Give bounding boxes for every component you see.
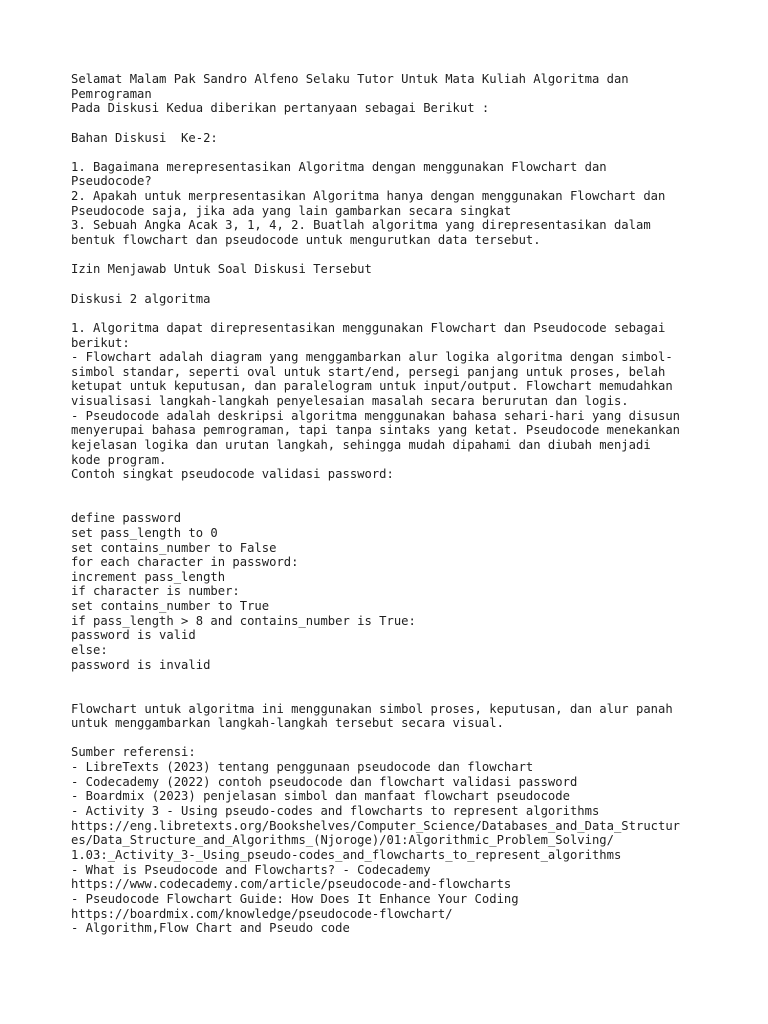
document-page [71,72,711,936]
text-line: Sumber referensi: [71,745,196,760]
blank-line [71,277,711,292]
text-line: else: [71,642,108,657]
text-line: - Codecademy (2022) contoh pseudocode dan flowchart validasi password [71,774,578,789]
text-line: password is valid [71,628,196,643]
text-line: visualisasi langkah-langkah penyelesaian masalah secara berurutan dan logis. [71,394,629,409]
text-line: Pseudocode? [71,174,152,189]
text-line: untuk menggambarkan langkah-langkah tersebut secara visual. [71,716,504,731]
text-line: increment pass_length [71,569,226,584]
text-line: https://www.codecademy.com/article/pseudocode-and-flowcharts [71,877,512,892]
text-line: Pemrograman [71,86,152,101]
text-line: for each character in password: [71,555,299,570]
text-line: define password [71,511,182,526]
text-line: - Pseudocode adalah deskripsi algoritma menggunakan bahasa sehari-hari yang disusun [71,408,681,423]
text-line: Izin Menjawab Untuk Soal Diskusi Tersebut [71,262,372,277]
blank-line [71,497,711,512]
text-line: - Activity 3 - Using pseudo-codes and flowcharts to represent algorithms [71,804,600,819]
text-line: menyerupai bahasa pemrograman, tapi tanpa sintaks yang ketat. Pseudocode menekankan [71,423,681,438]
text-line: berikut: [71,335,130,350]
text-line: 2. Apakah untuk merpresentasikan Algoritma hanya dengan menggunakan Flowchart dan [71,189,666,204]
text-line: Flowchart untuk algoritma ini menggunakan simbol proses, keputusan, dan alur panah [71,701,673,716]
text-line: Bahan Diskusi Ke-2: [71,130,218,145]
blank-line [71,687,711,702]
text-line: kejelasan logika dan urutan langkah, sehingga mudah dipahami dan diubah menjadi [71,438,651,453]
text-line: - What is Pseudocode and Flowcharts? - Codecademy [71,862,431,877]
text-line: if pass_length > 8 and contains_number is True: [71,613,416,628]
text-line: kode program. [71,452,167,467]
blank-line [71,145,711,160]
text-line: 1. Algoritma dapat direpresentasikan menggunakan Flowchart dan Pseudocode sebagai [71,320,666,335]
text-line: if character is number: [71,584,240,599]
text-line: Contoh singkat pseudocode validasi password: [71,467,394,482]
text-line: ketupat untuk keputusan, dan paralelogram untuk input/output. Flowchart memudahkan [71,379,673,394]
text-line: - Pseudocode Flowchart Guide: How Does It Enhance Your Coding [71,891,519,906]
text-line: bentuk flowchart dan pseudocode untuk mengurutkan data tersebut. [71,233,541,248]
blank-line [71,731,711,746]
text-line: password is invalid [71,657,211,672]
text-line: set pass_length to 0 [71,525,218,540]
text-line: Selamat Malam Pak Sandro Alfeno Selaku Tutor Untuk Mata Kuliah Algoritma dan [71,72,629,86]
blank-line [71,116,711,131]
text-line: set contains_number to True [71,599,270,614]
text-line: es/Data_Structure_and_Algorithms_(Njoroge)/01:Algorithmic_Problem_Solving/ [71,833,614,848]
text-line: - Algorithm,Flow Chart and Pseudo code [71,921,350,936]
text-line: https://boardmix.com/knowledge/pseudocode-flowchart/ [71,906,453,921]
text-line: https://eng.libretexts.org/Bookshelves/Computer_Science/Databases_and_Data_Structur [71,818,681,833]
text-line: 3. Sebuah Angka Acak 3, 1, 4, 2. Buatlah algoritma yang direpresentasikan dalam [71,218,651,233]
text-line: simbol standar, seperti oval untuk start/end, persegi panjang untuk proses, belah [71,364,666,379]
blank-line [71,248,711,263]
text-line: Pseudocode saja, jika ada yang lain gambarkan secara singkat [71,203,512,218]
text-line: Pada Diskusi Kedua diberikan pertanyaan sebagai Berikut : [71,101,490,116]
text-line: 1. Bagaimana merepresentasikan Algoritma dengan menggunakan Flowchart dan [71,159,607,174]
text-line: - Boardmix (2023) penjelasan simbol dan manfaat flowchart pseudocode [71,789,570,804]
text-line: - LibreTexts (2023) tentang penggunaan pseudocode dan flowchart [71,760,534,775]
text-line: 1.03:_Activity_3-_Using_pseudo-codes_and_flowcharts_to_represent_algorithms [71,847,622,862]
text-line: set contains_number to False [71,540,277,555]
blank-line [71,482,711,497]
blank-line [71,672,711,687]
blank-line [71,306,711,321]
text-line: - Flowchart adalah diagram yang menggambarkan alur logika algoritma dengan simbol- [71,350,673,365]
text-line: Diskusi 2 algoritma [71,291,211,306]
